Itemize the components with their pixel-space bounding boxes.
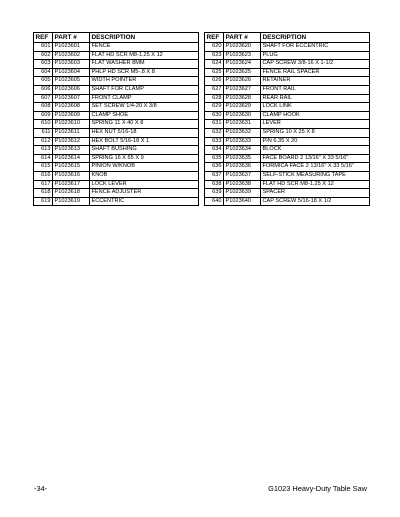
description-cell: SHAFT FOR CLAMP [90,85,199,94]
table-row [205,103,370,112]
table-row [205,171,370,180]
part-number-cell: P1023604 [53,68,90,77]
table-row [205,43,370,52]
description-cell: CAP SCREW 5/16-18 X 1/2 [261,197,370,206]
ref-cell: 614 [34,154,53,163]
part-number-cell: P1023606 [53,85,90,94]
table-row [34,60,199,69]
ref-cell: 606 [34,85,53,94]
table-row [205,51,370,60]
description-cell: PIN 6.35 X 20 [261,137,370,146]
description-cell: LOCK LEVER [90,180,199,189]
parts-table-right [204,32,370,206]
description-cell: KNOB [90,171,199,180]
table-header-row [205,33,370,43]
ref-cell: 626 [205,77,224,86]
part-number-cell: P1023640 [224,197,261,206]
ref-cell: 637 [205,171,224,180]
part-number-cell: P1023639 [224,189,261,198]
parts-table-left [33,32,199,206]
table-row [205,163,370,172]
table-row [34,163,199,172]
table-row [34,77,199,86]
part-number-cell: P1023618 [53,189,90,198]
part-number-cell: P1023626 [224,77,261,86]
description-cell: REAR RAIL [261,94,370,103]
ref-header: REF [205,33,224,43]
ref-cell: 603 [34,60,53,69]
ref-cell: 616 [34,171,53,180]
description-cell: LOCK LINK [261,103,370,112]
part-number-cell: P1023620 [224,43,261,52]
table-row [34,154,199,163]
ref-cell: 618 [34,189,53,198]
ref-cell: 639 [205,189,224,198]
part-number-cell: P1023617 [53,180,90,189]
description-cell: ECCENTRIC [90,197,199,206]
description-cell: SELF-STICK MEASURING TAPE [261,171,370,180]
ref-cell: 602 [34,51,53,60]
ref-cell: 604 [34,68,53,77]
ref-cell: 613 [34,146,53,155]
table-row [34,103,199,112]
table-row [34,51,199,60]
description-cell: WIDTH POINTER [90,77,199,86]
ref-cell: 638 [205,180,224,189]
part-number-cell: P1023601 [53,43,90,52]
description-cell: FENCE RAIL SPACER [261,68,370,77]
part-number-cell: P1023612 [53,137,90,146]
table-row [205,94,370,103]
part-number-cell: P1023608 [53,103,90,112]
table-row [34,146,199,155]
ref-cell: 607 [34,94,53,103]
description-cell: HEX BOLT 5/16-18 X 1 [90,137,199,146]
description-cell: FLAT HD SCR M8-1.25 X 12 [90,51,199,60]
part-number-cell: P1023636 [224,163,261,172]
table-row [34,189,199,198]
part-number-cell: P1023623 [224,51,261,60]
description-cell: FENCE [90,43,199,52]
table-row [205,111,370,120]
ref-header: REF [34,33,53,43]
description-cell: SPACER [261,189,370,198]
part-number-cell: P1023616 [53,171,90,180]
ref-cell: 629 [205,103,224,112]
ref-cell: 628 [205,94,224,103]
description-cell: SPRING 16 X 65 X 9 [90,154,199,163]
part-number-cell: P1023627 [224,85,261,94]
part-number-cell: P1023633 [224,137,261,146]
description-cell: FLAT WASHER 8MM [90,60,199,69]
ref-cell: 610 [34,120,53,129]
ref-cell: 640 [205,197,224,206]
table-row [205,180,370,189]
table-row [205,154,370,163]
part-number-cell: P1023635 [224,154,261,163]
part-number-cell: P1023615 [53,163,90,172]
description-cell: FRONT RAIL [261,85,370,94]
description-header: DESCRIPTION [261,33,370,43]
table-row [205,85,370,94]
description-cell: BLOCK [261,146,370,155]
table-row [34,197,199,206]
description-cell: HEX NUT 5/16-18 [90,128,199,137]
part-number-cell: P1023610 [53,120,90,129]
part-number-cell: P1023605 [53,77,90,86]
table-row [34,137,199,146]
table-row [34,128,199,137]
ref-cell: 617 [34,180,53,189]
description-header: DESCRIPTION [90,33,199,43]
part-number-header: PART # [224,33,261,43]
part-number-cell: P1023613 [53,146,90,155]
page-number: -34- [34,484,48,493]
ref-cell: 636 [205,163,224,172]
table-row [34,85,199,94]
description-cell: PINION W/KNOB [90,163,199,172]
description-cell: FRONT CLAMP [90,94,199,103]
ref-cell: 635 [205,154,224,163]
table-row [34,68,199,77]
table-row [205,197,370,206]
part-number-cell: P1023614 [53,154,90,163]
ref-cell: 611 [34,128,53,137]
description-cell: PLUG [261,51,370,60]
table-row [205,68,370,77]
table-row [34,43,199,52]
part-number-cell: P1023624 [224,60,261,69]
part-number-cell: P1023632 [224,128,261,137]
description-cell: PHLP HD SCR M5-.8 X 8 [90,68,199,77]
table-row [34,94,199,103]
description-cell: SET SCREW 1/4-20 X 3/8 [90,103,199,112]
ref-cell: 625 [205,68,224,77]
ref-cell: 623 [205,51,224,60]
table-row [205,77,370,86]
description-cell: SPRING 10 X 25 X 8 [261,128,370,137]
ref-cell: 627 [205,85,224,94]
ref-cell: 634 [205,146,224,155]
part-number-cell: P1023630 [224,111,261,120]
part-number-cell: P1023629 [224,103,261,112]
table-row [34,120,199,129]
description-cell: SPRING 11 X 40 X 8 [90,120,199,129]
part-number-cell: P1023602 [53,51,90,60]
part-number-cell: P1023611 [53,128,90,137]
table-row [205,120,370,129]
ref-cell: 619 [34,197,53,206]
table-row [34,180,199,189]
description-cell: LEVER [261,120,370,129]
part-number-cell: P1023625 [224,68,261,77]
table-row [205,189,370,198]
table-row [34,111,199,120]
ref-cell: 631 [205,120,224,129]
ref-cell: 632 [205,128,224,137]
part-number-cell: P1023634 [224,146,261,155]
part-number-cell: P1023631 [224,120,261,129]
ref-cell: 620 [205,43,224,52]
description-cell: SHAFT FOR ECCENTRIC [261,43,370,52]
part-number-cell: P1023609 [53,111,90,120]
description-cell: SHAFT BUSHING [90,146,199,155]
ref-cell: 608 [34,103,53,112]
part-number-cell: P1023628 [224,94,261,103]
part-number-cell: P1023619 [53,197,90,206]
table-row [205,128,370,137]
table-row [205,146,370,155]
table-header-row [34,33,199,43]
description-cell: CLAMP SHOE [90,111,199,120]
table-row [34,171,199,180]
description-cell: FENCE ADJUSTER [90,189,199,198]
ref-cell: 601 [34,43,53,52]
ref-cell: 633 [205,137,224,146]
part-number-cell: P1023637 [224,171,261,180]
part-number-cell: P1023607 [53,94,90,103]
ref-cell: 609 [34,111,53,120]
description-cell: CAP SCREW 3/8-16 X 1-1/2 [261,60,370,69]
description-cell: CLAMP HOOK [261,111,370,120]
description-cell: FORMICA FACE 2 13/16" X 33 5/16" [261,163,370,172]
part-number-header: PART # [53,33,90,43]
part-number-cell: P1023638 [224,180,261,189]
document-title: G1023 Heavy-Duty Table Saw [268,484,367,493]
table-row [205,60,370,69]
description-cell: FACE BOARD 2 13/16" X 33 5/16" [261,154,370,163]
table-row [205,137,370,146]
part-number-cell: P1023603 [53,60,90,69]
ref-cell: 630 [205,111,224,120]
description-cell: FLAT HD SCR M8-1.25 X 12 [261,180,370,189]
ref-cell: 615 [34,163,53,172]
description-cell: RETAINER [261,77,370,86]
ref-cell: 624 [205,60,224,69]
ref-cell: 612 [34,137,53,146]
ref-cell: 605 [34,77,53,86]
